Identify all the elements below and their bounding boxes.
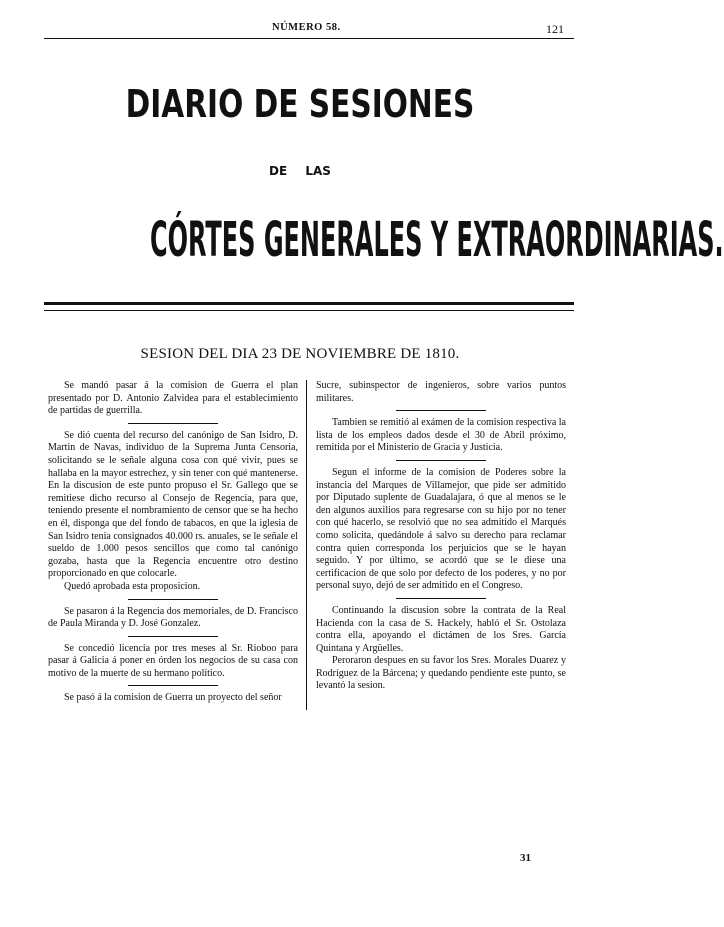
issue-number: NÚMERO 58.: [272, 22, 341, 33]
paragraph: Segun el informe de la comision de Poderes sobre la instancia del Marques de Villamejor, que pide ser admitido por Diputado suplente de Guadalajara, ó que al menos se le den algunos auxilios para regresarse con su hijo por no tener con qué hacerlo, se resolvió que no sea admitido el Marqués como solicita, quedándole á salvo su derecho para reclamar contra quien corresponda los perjuicios que se le hayan seguido. Y por último, se acordó que se le diese una certificacion de que solo por defecto de los poderes, y no por personal suyo, dejó de ser admitido en el Congreso.: [316, 466, 566, 592]
page-number: 121: [546, 22, 564, 36]
paragraph: Se concedió licencia por tres meses al Sr. Rioboo para pasar á Galicia á poner en órden los negocios de su casa con motivo de la muerte de su hermano político.: [48, 642, 298, 679]
paragraph: Continuando la discusion sobre la contrata de la Real Hacienda con la casa de S. Hackely, habló el Sr. Ostolaza contra ella, apoyando el dictámen de los Sres. García Quintana y Argüelles.: [316, 604, 566, 654]
paragraph: Peroraron despues en su favor los Sres. Morales Duarez y Rodríguez de la Bárcena; y quedando pendiente este punto, se levantó la sesion.: [316, 655, 566, 692]
left-column: [48, 380, 298, 705]
title-cortes: CÓRTES GENERALES Y EXTRAORDINARIAS.: [150, 212, 724, 268]
column-divider: [306, 380, 307, 710]
paragraph: Se pasaron á la Regencia dos memoriales, de D. Francisco de Paula Miranda y D. José Gonzalez.: [48, 605, 298, 630]
paragraph: Quedó aprobada esta proposicion.: [64, 580, 201, 592]
separator: [396, 460, 486, 461]
right-column: [316, 380, 566, 693]
paragraph: Se mandó pasar á la comision de Guerra el plan presentado por D. Antonio Zalvidea para el establecimiento de partidas de guerrilla.: [48, 380, 298, 417]
separator: [128, 636, 218, 637]
separator: [128, 599, 218, 600]
paragraph: Se pasó á la comision de Guerra un proyecto del señor: [64, 692, 282, 704]
session-heading: SESION DEL DIA 23 DE NOVIEMBRE DE 1810.: [140, 346, 460, 362]
paragraph: Tambien se remitió al exámen de la comision respectiva la lista de los empleos dados desde el 30 de Abril próximo, remitida por el Ministerio de Gracia y Justicia.: [316, 417, 566, 454]
title-rule-thin: [44, 310, 574, 311]
signature-mark: 31: [520, 852, 531, 864]
separator: [396, 598, 486, 599]
title-de-las: DE LAS: [269, 164, 331, 178]
separator: [128, 685, 218, 686]
separator: [396, 410, 486, 411]
paragraph: Sucre, subinspector de ingenieros, sobre varios puntos militares.: [316, 380, 566, 404]
paragraph: Se dió cuenta del recurso del canónigo de San Isidro, D. Martin de Navas, individuo de la Suprema Junta Censoria, solicitando se le señale alguna cosa con qué vivir, pues se hallaba en la mayor estrechez, y sin tener con qué mantenerse. En la discusion de este punto propuso el Sr. Gallego que se remitiese dicho recurso al Consejo de Regencia, para que, teniendo presente el nombramiento de censor que se ha hecho en él, disponga que del fondo de tabacos, en que la iglesia de San Isidro tenia consignados 40.000 rs. anuales, se le señale el sueldo de 1.000 pesos sencillos que como tal canónigo gozaba, hasta que la Regencia encuentre otro destino proporcionado en que colocarle.: [48, 429, 298, 580]
title-diario: DIARIO DE SESIONES: [125, 82, 475, 126]
separator: [128, 423, 218, 424]
title-rule-thick: [44, 302, 574, 305]
header-rule: [44, 38, 574, 39]
